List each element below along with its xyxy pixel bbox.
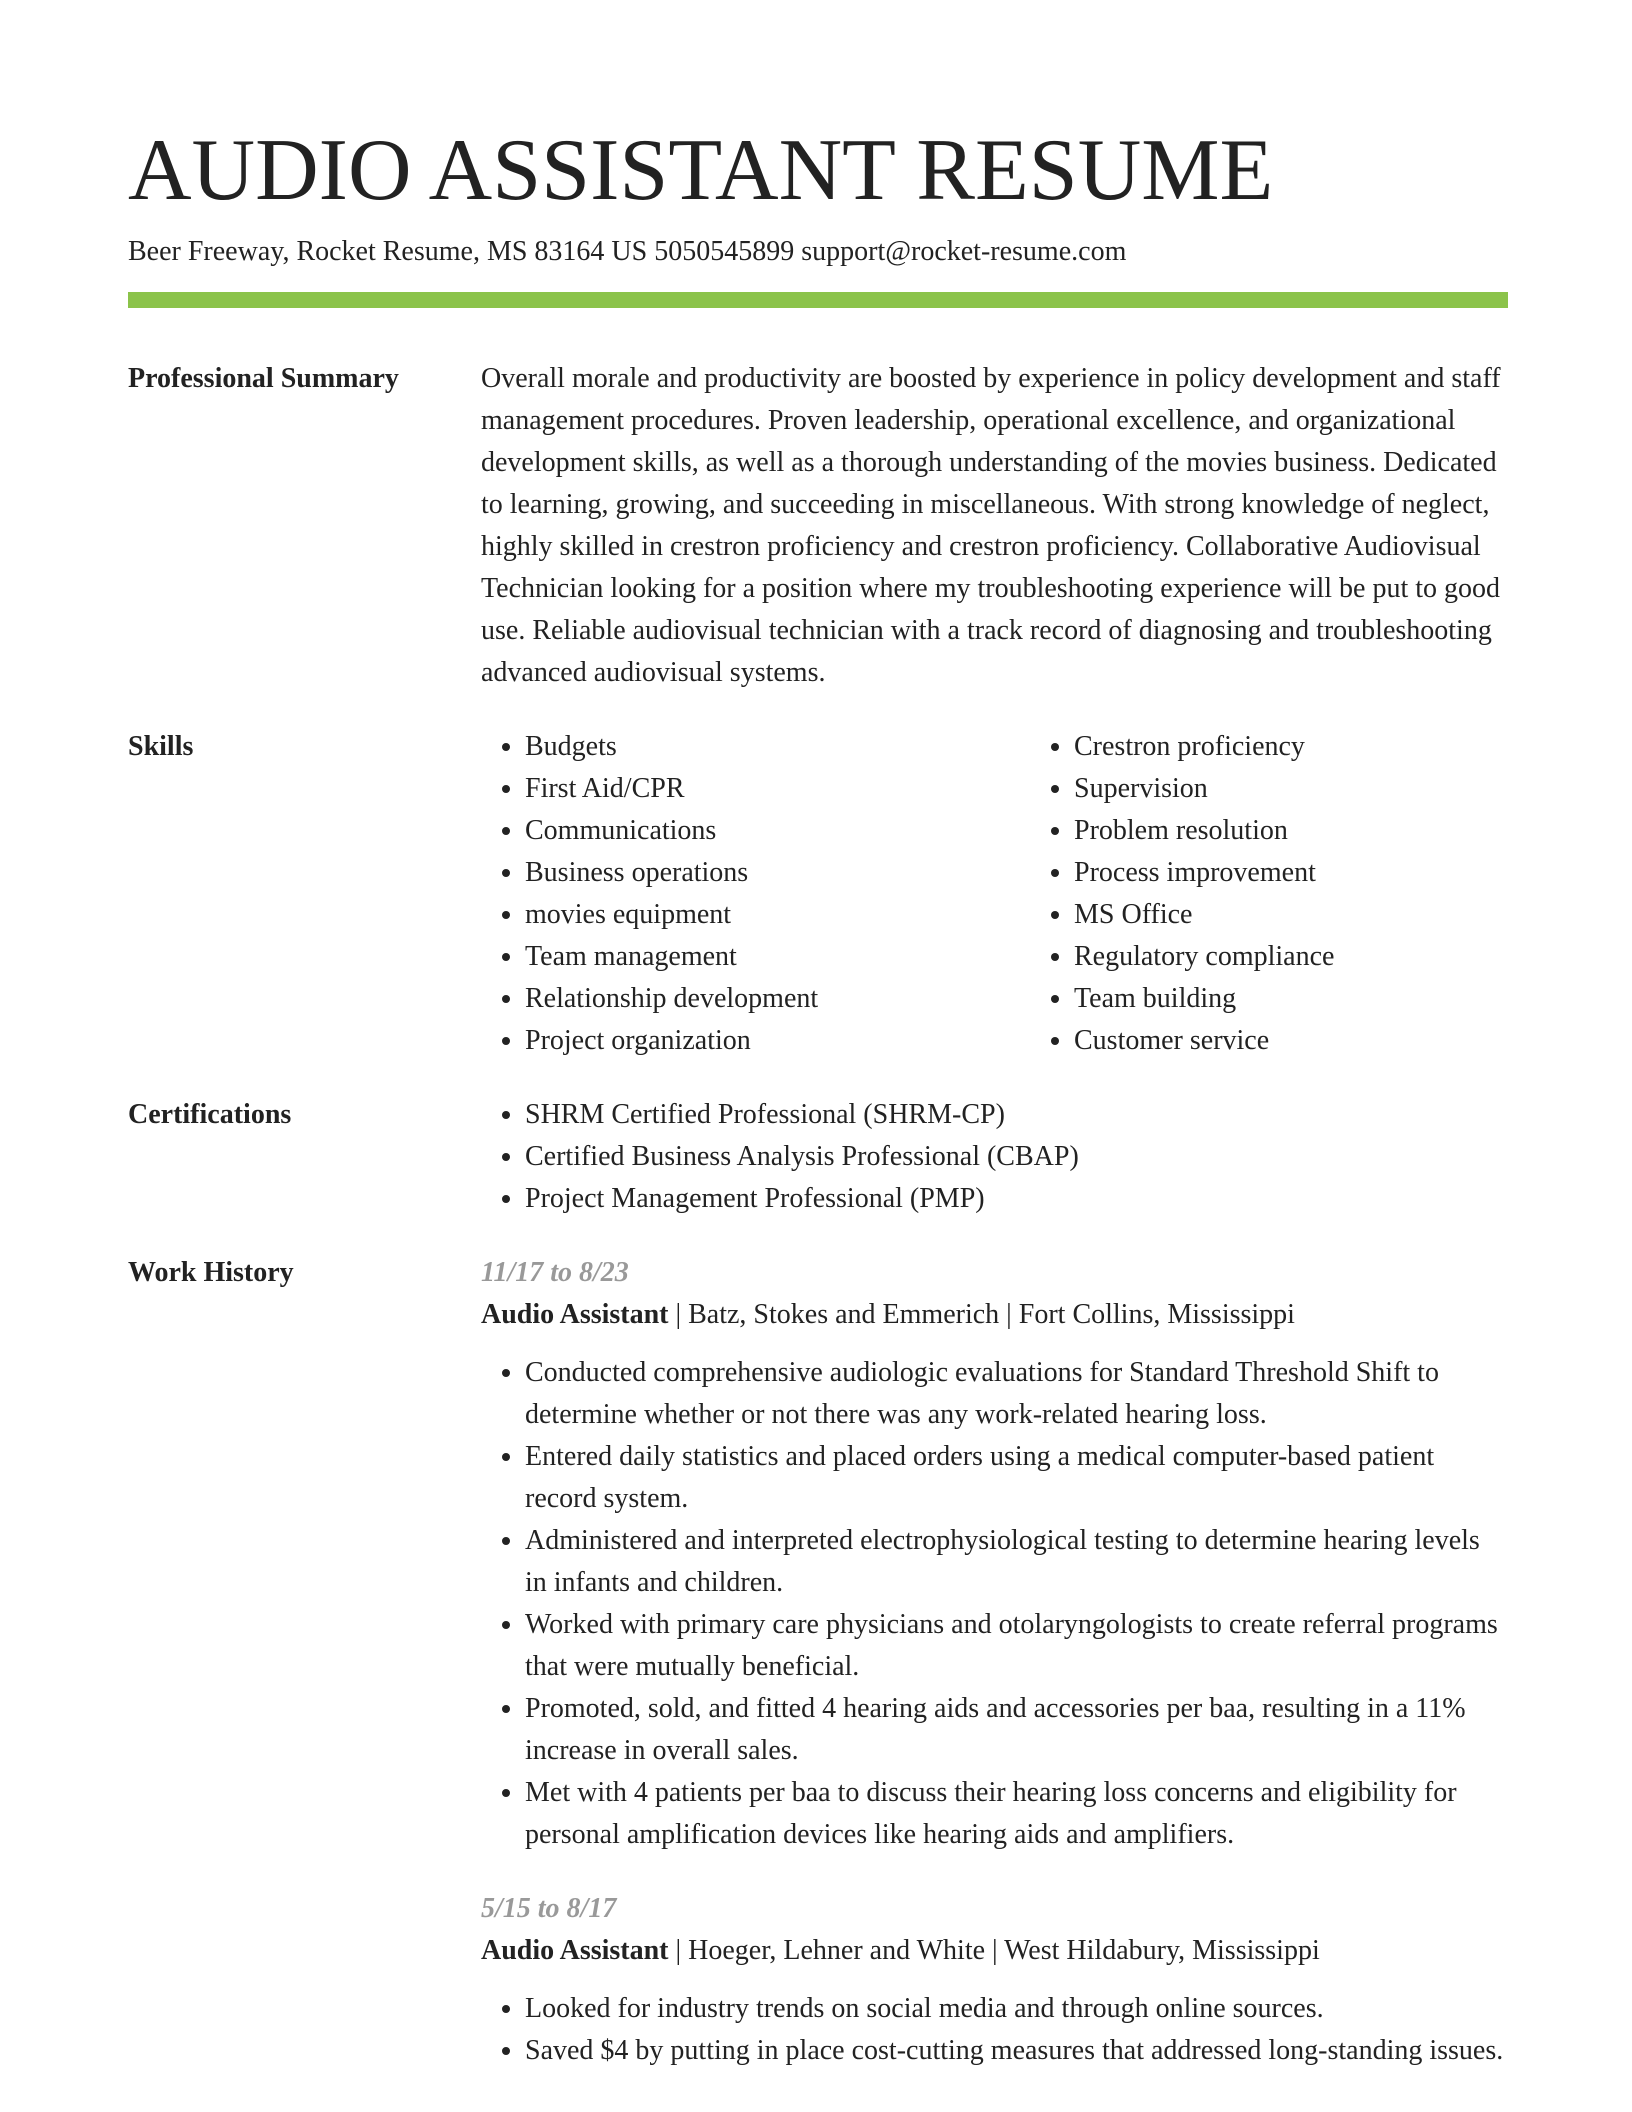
certifications-list: [481, 1094, 1508, 1220]
skills-list-right: [1030, 726, 1579, 1062]
skill-item: • Business operations: [525, 852, 1030, 894]
job-heading: [481, 1930, 1508, 1972]
job-dates: 5/15 to 8/17: [481, 1893, 617, 1924]
skill-item: • Customer service: [1074, 1020, 1579, 1062]
certification-item: • SHRM Certified Professional (SHRM-CP): [525, 1094, 1508, 1136]
job-title: Audio Assistant: [481, 1299, 669, 1330]
skill-item: • Crestron proficiency: [1074, 726, 1579, 768]
skill-item: • Communications: [525, 810, 1030, 852]
section-label: Professional Summary: [128, 363, 399, 394]
summary-text: Overall morale and productivity are boosted by experience in policy development and staff management procedures. Proven leadership, operational excellence, and organizational development skills, as well as a thorough understanding of the movies business. Dedicated to learning, growing, and succeeding in miscellaneous. With strong knowledge of neglect, highly skilled in crestron proficiency and crestron proficiency. Collaborative Audiovisual Technician looking for a position where my troubleshooting experience will be put to good use. Reliable audiovisual technician with a track record of diagnosing and troubleshooting advanced audiovisual systems.: [481, 363, 1501, 688]
skill-item: • Problem resolution: [1074, 810, 1579, 852]
section-label: Certifications: [128, 1099, 292, 1130]
accent-divider: [128, 292, 1508, 308]
job-bullet: • Met with 4 patients per baa to discuss their hearing loss concerns and eligibility for personal amplification devices like hearing aids and amplifiers.: [525, 1772, 1508, 1856]
skill-item: • Relationship development: [525, 978, 1030, 1020]
section-label: Skills: [128, 731, 194, 762]
job-bullet: • Worked with primary care physicians and otolaryngologists to create referral programs that were mutually beneficial.: [525, 1604, 1508, 1688]
job-employer-location: | Hoeger, Lehner and White | West Hildabury, Mississippi: [668, 1935, 1320, 1966]
skills-section: [128, 726, 1508, 1062]
skill-item: • Budgets: [525, 726, 1030, 768]
skill-item: • Process improvement: [1074, 852, 1579, 894]
skill-item: • Team building: [1074, 978, 1579, 1020]
job-bullet: • Saved $4 by putting in place cost-cutting measures that addressed long-standing issues.: [525, 2030, 1508, 2072]
skill-item: • movies equipment: [525, 894, 1030, 936]
job-bullet: • Entered daily statistics and placed orders using a medical computer-based patient record system.: [525, 1436, 1508, 1520]
skill-item: • MS Office: [1074, 894, 1579, 936]
job-bullet: • Conducted comprehensive audiologic evaluations for Standard Threshold Shift to determine whether or not there was any work-related hearing loss.: [525, 1352, 1508, 1436]
skills-list-left: [481, 726, 1030, 1062]
certification-item: • Project Management Professional (PMP): [525, 1178, 1508, 1220]
job-employer-location: | Batz, Stokes and Emmerich | Fort Collins, Mississippi: [668, 1299, 1295, 1330]
work-history-section: [128, 1252, 1508, 2072]
job-bullet: • Promoted, sold, and fitted 4 hearing aids and accessories per baa, resulting in a 11% increase in overall sales.: [525, 1688, 1508, 1772]
certifications-section: [128, 1094, 1508, 1220]
resume-title: AUDIO ASSISTANT RESUME: [128, 122, 1274, 219]
job-dates: 11/17 to 8/23: [481, 1257, 629, 1288]
job-bullets: [481, 1988, 1508, 2072]
skill-item: • Supervision: [1074, 768, 1579, 810]
job-entry: [481, 1888, 1508, 2072]
summary-section: [128, 358, 1508, 694]
skill-item: • Team management: [525, 936, 1030, 978]
skill-item: • First Aid/CPR: [525, 768, 1030, 810]
job-bullets: [481, 1352, 1508, 1856]
job-heading: [481, 1294, 1508, 1336]
section-label: Work History: [128, 1257, 294, 1288]
skill-item: • Project organization: [525, 1020, 1030, 1062]
job-title: Audio Assistant: [481, 1935, 669, 1966]
job-entry: [481, 1252, 1508, 1856]
contact-line: Beer Freeway, Rocket Resume, MS 83164 US 5050545899 support@rocket-resume.com: [128, 236, 1127, 267]
certification-item: • Certified Business Analysis Professional (CBAP): [525, 1136, 1508, 1178]
skill-item: • Regulatory compliance: [1074, 936, 1579, 978]
resume-page: [128, 118, 1508, 2072]
job-bullet: • Looked for industry trends on social media and through online sources.: [525, 1988, 1508, 2030]
skills-grid: [481, 726, 1579, 1062]
job-bullet: • Administered and interpreted electrophysiological testing to determine hearing levels in infants and children.: [525, 1520, 1508, 1604]
